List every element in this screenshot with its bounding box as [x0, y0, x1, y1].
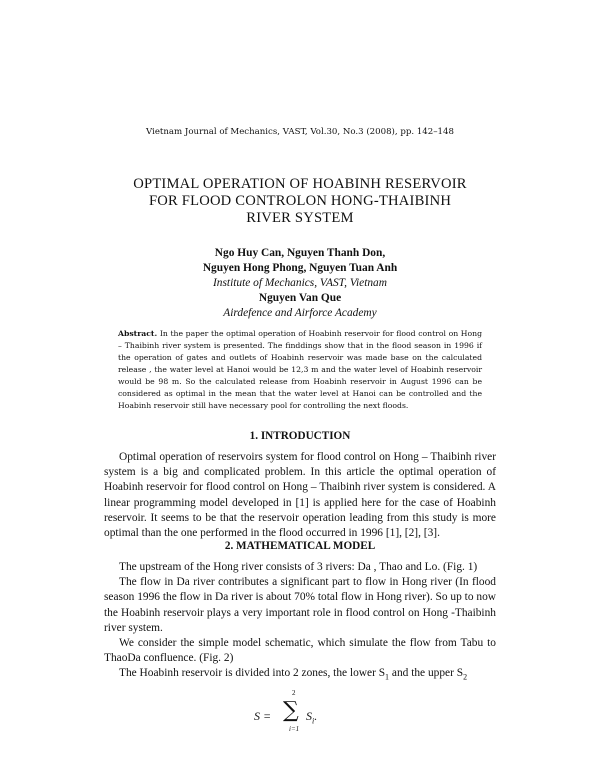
- sum-lower-limit: i=1: [289, 725, 300, 733]
- paragraph: Optimal operation of reservoirs system for flood control on Hong – Thaibinh river system is a big and complicated problem. In this article the optimal operation of Hoabinh reservoir for flood control on Hong – Thaibinh river system is considered. A linear programming model developed in [1] is applied here for the case of Hoabinh reservoir. It seems to be that the reservoir operation leading from this study is more optimal than the one performed in the flood occurred in 1996 [1], [2], [3].: [104, 451, 496, 540]
- author-line: Nguyen Hong Phong, Nguyen Tuan Anh: [202, 262, 398, 274]
- section-body: [104, 450, 496, 541]
- term-end: .: [314, 709, 318, 723]
- equation-lhs: S =: [254, 709, 272, 723]
- title-line: FOR FLOOD CONTROLON HONG-THAIBINH: [148, 193, 452, 209]
- paragraph: The upstream of the Hong river consists of 3 rivers: Da , Thao and Lo. (Fig. 1): [119, 561, 478, 573]
- title-line: OPTIMAL OPERATION OF HOABINH RESERVOIR: [133, 176, 467, 192]
- sum-upper-limit: 2: [292, 689, 296, 697]
- journal-header: Vietnam Journal of Mechanics, VAST, Vol.30, No.3 (2008), pp. 142–148: [146, 127, 454, 137]
- paragraph: The flow in Da river contributes a significant part to flow in Hong river (In flood season 1996 the flow in Da river is about 70% total flow in Hong river). So up to now the Hoabinh reservoir plays a very important role in flood control on Hong -Thaibinh river system.: [104, 576, 496, 634]
- abstract-text: In the paper the optimal operation of Hoabinh reservoir for flood control on Hong – Thaibinh river system is presented. The finddings show that in the flood season in 1996 if the operation of gates and outlets of Hoabinh reservoir was made base on the calculated release , the water level at Hanoi would be 12,3 m and the water level of Hoabinh reservoir would be 98 m. So the calculated release from Hoabinh reservoir in August 1996 can be considered as optimal in the mean that the water level at Hanoi can be controlled and the Hoabinh reservoir still have necessary pool for controlling the next floods.: [118, 329, 482, 410]
- affiliation: Airdefence and Airforce Academy: [223, 307, 377, 319]
- sum-symbol: ∑: [283, 698, 299, 723]
- subscript: 1: [385, 672, 390, 682]
- subscript: 2: [463, 672, 468, 682]
- affiliation: Institute of Mechanics, VAST, Vietnam: [213, 277, 387, 289]
- paragraph: [104, 666, 496, 684]
- abstract-label: Abstract.: [118, 329, 158, 338]
- title-line: RIVER SYSTEM: [246, 210, 354, 226]
- term-symbol: S: [306, 709, 312, 723]
- equation-term: [306, 709, 317, 725]
- section-body: [104, 560, 496, 685]
- paragraph: We consider the simple model schematic, which simulate the flow from Tabu to ThaoDa confluence. (Fig. 2): [104, 637, 496, 665]
- equation: [0, 689, 600, 755]
- section-heading: 1. INTRODUCTION: [249, 430, 351, 442]
- section-heading: 2. MATHEMATICAL MODEL: [224, 540, 376, 552]
- paragraph-text: The Hoabinh reservoir is divided into 2 zones, the lower S: [119, 667, 386, 680]
- paragraph-text: and the upper S: [389, 667, 464, 680]
- author-line: Nguyen Van Que: [258, 292, 342, 304]
- author-line: Ngo Huy Can, Nguyen Thanh Don,: [214, 247, 386, 259]
- abstract: [118, 328, 482, 412]
- paper-title: [60, 176, 540, 227]
- author-block: [60, 246, 540, 321]
- term-subscript: i: [312, 716, 315, 726]
